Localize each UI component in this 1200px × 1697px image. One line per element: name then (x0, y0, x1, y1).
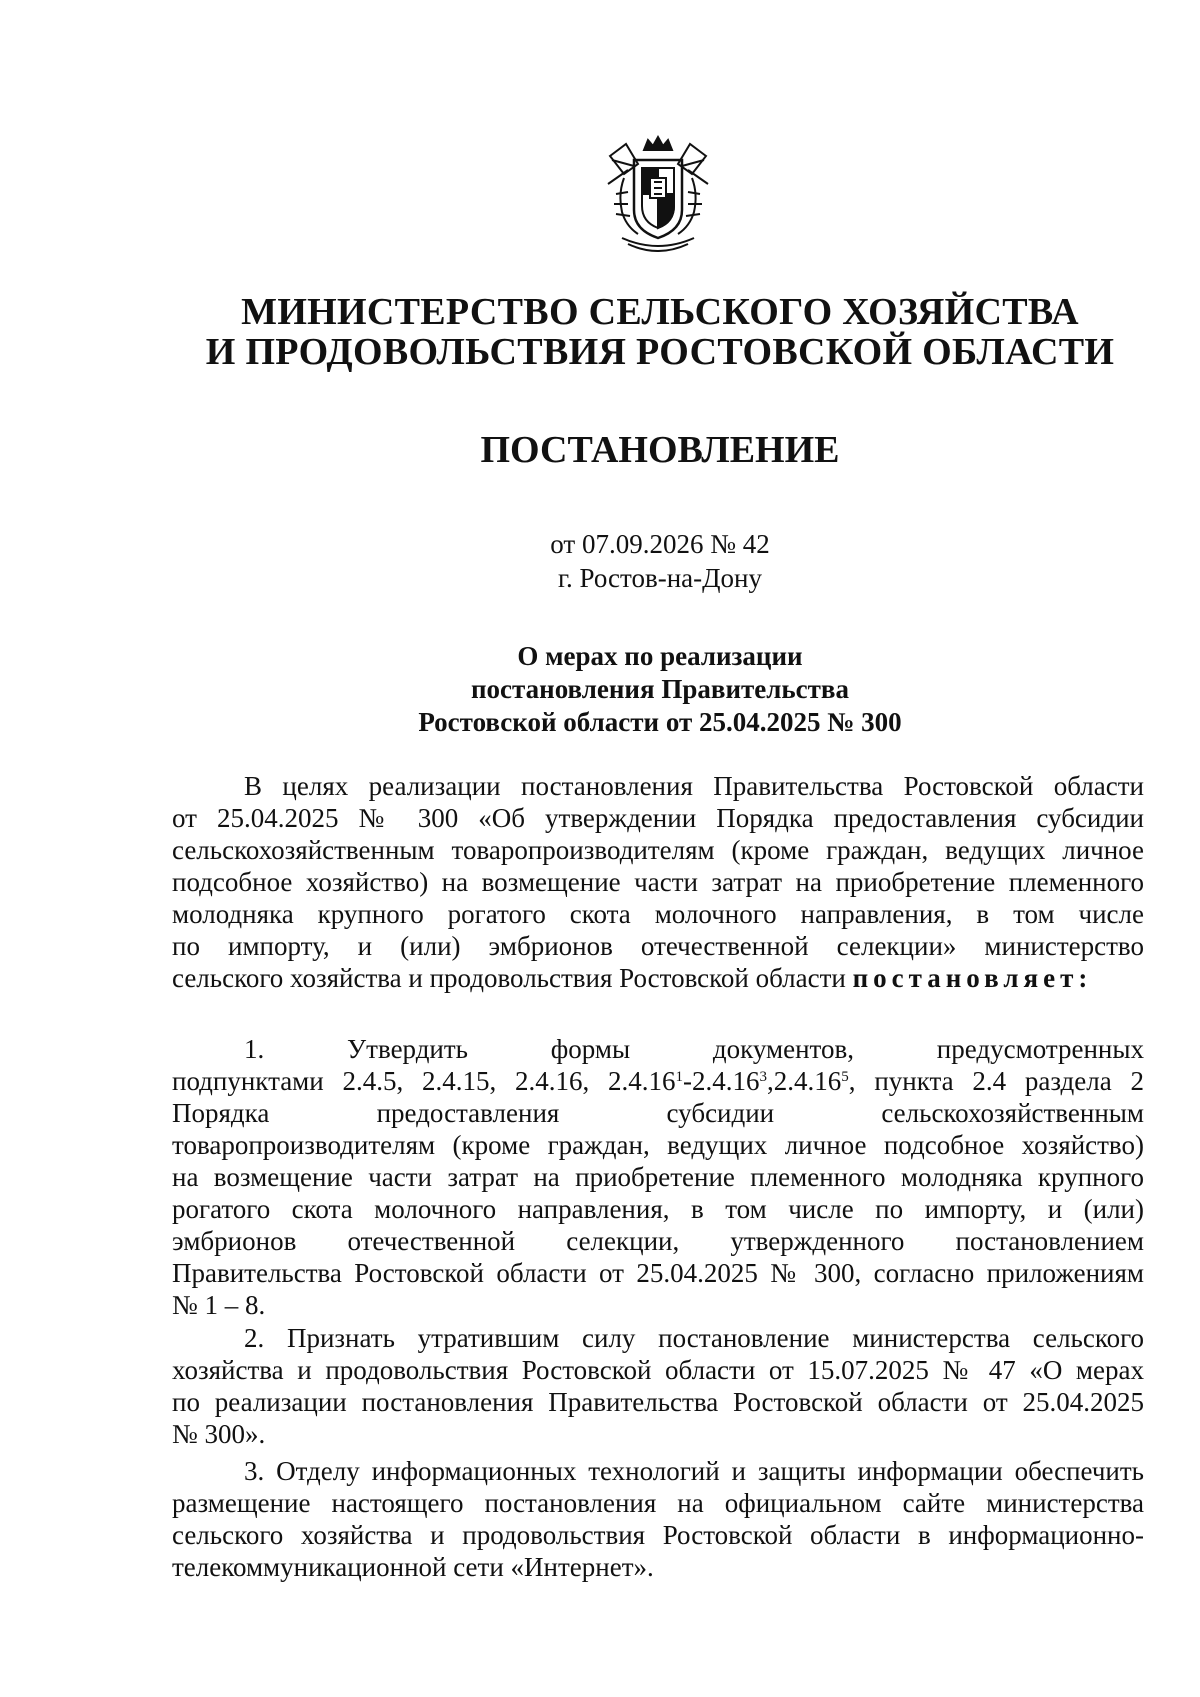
text-line: Порядка предоставления субсидии сельскохозяйственным (172, 1098, 1144, 1128)
text-line: 3. Отделу информационных технологий и защиты информации обеспечить (244, 1456, 1144, 1486)
subject-line1: О мерах по реализации (517, 641, 803, 671)
text-line (172, 1065, 1144, 1097)
text-line: сельскохозяйственным товаропроизводителям (кроме граждан, ведущих личное (172, 835, 1144, 865)
text-line: молодняка крупного рогатого скота молочного направления, в том числе (172, 899, 1144, 929)
text-line: на возмещение части затрат на приобретение племенного молодняка крупного (172, 1162, 1144, 1192)
coat-of-arms-icon (598, 134, 718, 252)
date-number: от 07.09.2026 № 42 (550, 529, 770, 559)
preamble-tail-text: сельского хозяйства и продовольствия Ростовской области (172, 963, 846, 993)
text-line: 2. Признать утратившим силу постановление министерства сельского (244, 1323, 1144, 1353)
subject-line3: Ростовской области от 25.04.2025 № 300 (418, 707, 902, 737)
text-line: В целях реализации постановления Правительства Ростовской области (244, 771, 1144, 801)
text-line: по импорту, и (или) эмбрионов отечественной селекции» министерство (172, 931, 1144, 961)
superscript: 3 (759, 1069, 768, 1085)
text-line: Правительства Ростовской области от 25.04.2025 № 300, согласно приложениям (172, 1258, 1144, 1288)
ministry-name-line2: И ПРОДОВОЛЬСТВИЯ РОСТОВСКОЙ ОБЛАСТИ (205, 331, 1115, 373)
ministry-name (130, 292, 1190, 372)
text-line: товаропроизводителям (кроме граждан, ведущих личное подсобное хозяйство) (172, 1130, 1144, 1160)
preamble-paragraph (172, 770, 1144, 994)
text-fragment: , пункта 2.4 раздела 2 (848, 1066, 1144, 1096)
item-3-paragraph (172, 1455, 1144, 1583)
text-line: по реализации постановления Правительства Ростовской области от 25.04.2025 (172, 1387, 1144, 1417)
document-type: ПОСТАНОВЛЕНИЕ (480, 429, 840, 471)
city: г. Ростов-на-Дону (557, 563, 762, 593)
text-fragment: ,2.4.16 (767, 1066, 842, 1096)
superscript: 1 (675, 1069, 684, 1085)
text-fragment: подпунктами 2.4.5, 2.4.15, 2.4.16, 2.4.16 (172, 1066, 676, 1096)
text-line: эмбрионов отечественной селекции, утвержденного постановлением (172, 1226, 1144, 1256)
decree-word: постановляет: (852, 963, 1093, 993)
item-2-paragraph (172, 1322, 1144, 1450)
ministry-name-line1: МИНИСТЕРСТВО СЕЛЬСКОГО ХОЗЯЙСТВА (241, 291, 1079, 333)
text-line: хозяйства и продовольствия Ростовской области от 15.07.2025 № 47 «О мерах (172, 1355, 1144, 1385)
superscript: 5 (841, 1069, 849, 1085)
text-line: № 300». (172, 1419, 266, 1449)
text-line: 1. Утвердить формы документов, предусмотренных (244, 1034, 1144, 1064)
text-line: № 1 – 8. (172, 1290, 266, 1320)
item-1-paragraph (172, 1033, 1144, 1321)
document-subject (130, 640, 1190, 739)
subject-line2: постановления Правительства (471, 674, 849, 704)
text-line: подсобное хозяйство) на возмещение части затрат на приобретение племенного (172, 867, 1144, 897)
text-line: телекоммуникационной сети «Интернет». (172, 1552, 654, 1582)
text-line: рогатого скота молочного направления, в том числе по импорту, и (или) (172, 1194, 1144, 1224)
text-fragment: -2.4.16 (683, 1066, 760, 1096)
document-meta (130, 527, 1190, 595)
text-line: размещение настоящего постановления на официальном сайте министерства (172, 1488, 1144, 1518)
text-line: от 25.04.2025 № 300 «Об утверждении Порядка предоставления субсидии (172, 803, 1144, 833)
text-line: сельского хозяйства и продовольствия Ростовской области в информационно- (172, 1520, 1144, 1550)
text-line (172, 962, 1144, 994)
